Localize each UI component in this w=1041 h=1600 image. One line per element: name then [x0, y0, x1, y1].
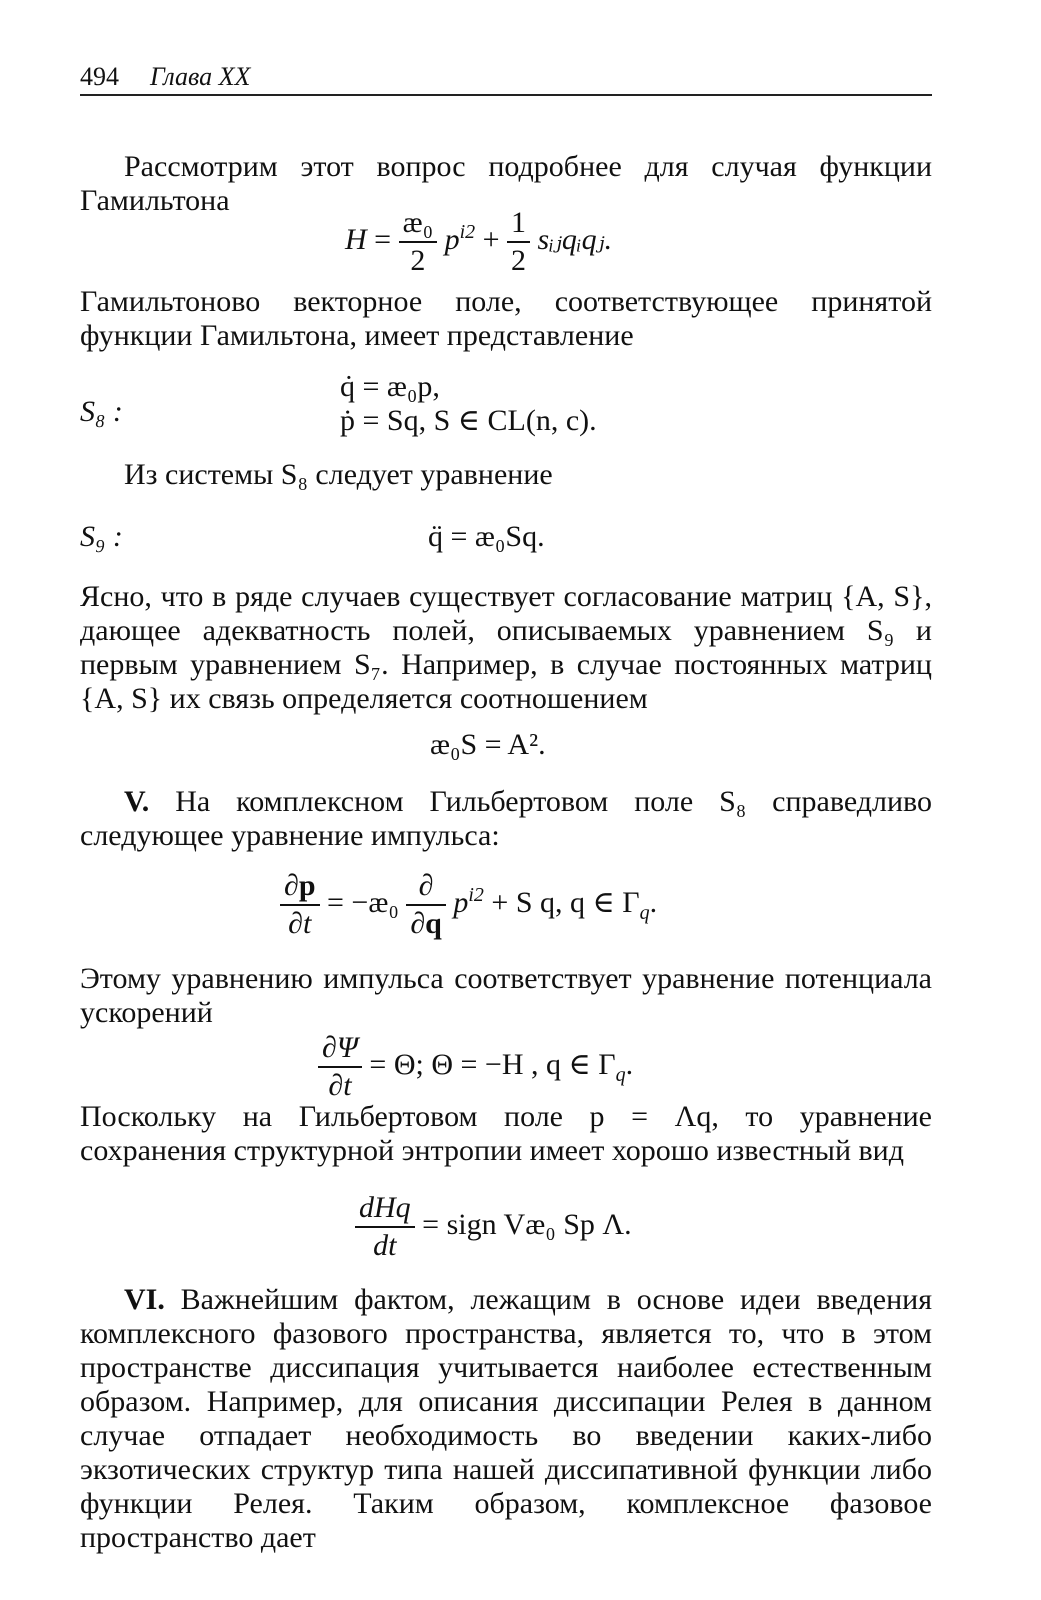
- eq-end: .: [625, 1047, 634, 1081]
- eq-mid: = −æ₀: [327, 885, 399, 919]
- fraction-partial: [406, 868, 446, 942]
- section-number: V.: [124, 785, 150, 818]
- p-term: p: [444, 222, 460, 256]
- p-sup: i2: [468, 883, 484, 906]
- chapter-title: Глава XX: [150, 62, 251, 91]
- eq-rest: = sign Væ₀ Sp Λ.: [422, 1207, 632, 1241]
- frac-num: ∂: [406, 868, 446, 906]
- gamma-sub: q: [639, 901, 650, 924]
- paragraph-6: Этому уравнению импульса соответствует уравнение потенциала ускорений: [80, 962, 932, 1029]
- frac-den: dt: [373, 1229, 397, 1262]
- page-number: 494: [80, 62, 119, 91]
- equation-hamiltonian: [345, 205, 612, 279]
- fraction-dp-dt: [280, 868, 320, 942]
- frac-num: dHq: [355, 1190, 415, 1228]
- equation-impulse: [280, 868, 657, 942]
- eq-tail: sᵢⱼqᵢqⱼ.: [537, 222, 613, 256]
- frac-den: ∂t: [288, 907, 312, 940]
- frac-den: 2: [511, 244, 527, 277]
- frac-den: ∂q: [410, 907, 442, 940]
- paragraph-3: Из системы S₈ следует уравнение: [124, 458, 553, 491]
- paragraph-text: Важнейшим фактом, лежащим в основе идеи введения комплексного фазового пространства, является то, что в этом пространстве диссипация учитывается наиболее естественным образом. Например, для описания диссипации Релея в данном случае отпадает необходимость во введении каких-либо экзотических структур типа нашей диссипативной функции либо функции Релея. Таким образом, комплексное фазовое пространство дает: [80, 1283, 933, 1554]
- eq-rest: = Θ; Θ = −H , q ∈ Γ: [369, 1047, 616, 1081]
- frac-num: ∂p: [280, 868, 320, 906]
- system-s8-label: S₈ :: [80, 395, 123, 428]
- paragraph-2: Гамильтоново векторное поле, соответствующее принятой функции Гамильтона, имеет представление: [80, 285, 932, 352]
- section-number: VI.: [124, 1283, 165, 1316]
- eq-sign: =: [374, 222, 392, 256]
- frac-num: 1: [507, 205, 530, 243]
- paragraph-8: [80, 1283, 932, 1555]
- system-s8-line-2: ṗ = Sq, S ∈ CL(n, c).: [340, 404, 597, 437]
- equation-a-s: æ₀S = A².: [430, 728, 546, 761]
- paragraph-7: Поскольку на Гильбертовом поле p = Λq, то уравнение сохранения структурной энтропии имеет хорошо известный вид: [80, 1100, 932, 1167]
- frac-num: ∂Ψ: [318, 1030, 362, 1068]
- fraction-1: [399, 205, 437, 279]
- fraction-dhq-dt: [355, 1190, 415, 1264]
- system-s9-label: S₉ :: [80, 520, 123, 553]
- system-s8-line-1: q̇ = æ₀p,: [340, 370, 440, 403]
- fraction-2: [507, 205, 530, 279]
- frac-num: æ₀: [399, 205, 437, 243]
- p-term: p: [453, 885, 469, 919]
- p-sup: i2: [459, 220, 476, 243]
- paragraph-1: Рассмотрим этот вопрос подробнее для случая функции Гамильтона: [80, 150, 932, 217]
- eq-end: .: [649, 885, 658, 919]
- frac-den: ∂t: [328, 1069, 352, 1102]
- eq-rest: + S q, q ∈ Γ: [491, 885, 640, 919]
- eq-lhs: H: [345, 222, 367, 256]
- gamma-sub: q: [615, 1063, 626, 1086]
- paragraph-4: Ясно, что в ряде случаев существует согласование матриц {A, S}, дающее адекватность полей, описываемых уравнением S₉ и первым уравнением S₇. Например, в случае постоянных матриц {A, S} их связь определяется соотношением: [80, 580, 932, 715]
- paragraph-5: [80, 785, 932, 853]
- equation-entropy: [355, 1190, 632, 1264]
- paragraph-text: На комплексном Гильбертовом поле S₈ справедливо следующее уравнение импульса:: [80, 785, 932, 852]
- frac-den: 2: [410, 244, 426, 277]
- system-s9-equation: q̈ = æ₀Sq.: [428, 520, 545, 553]
- equation-potential: [318, 1030, 633, 1104]
- fraction-dpsi-dt: [318, 1030, 362, 1104]
- page-header: [80, 60, 932, 96]
- plus-sign: +: [482, 222, 500, 256]
